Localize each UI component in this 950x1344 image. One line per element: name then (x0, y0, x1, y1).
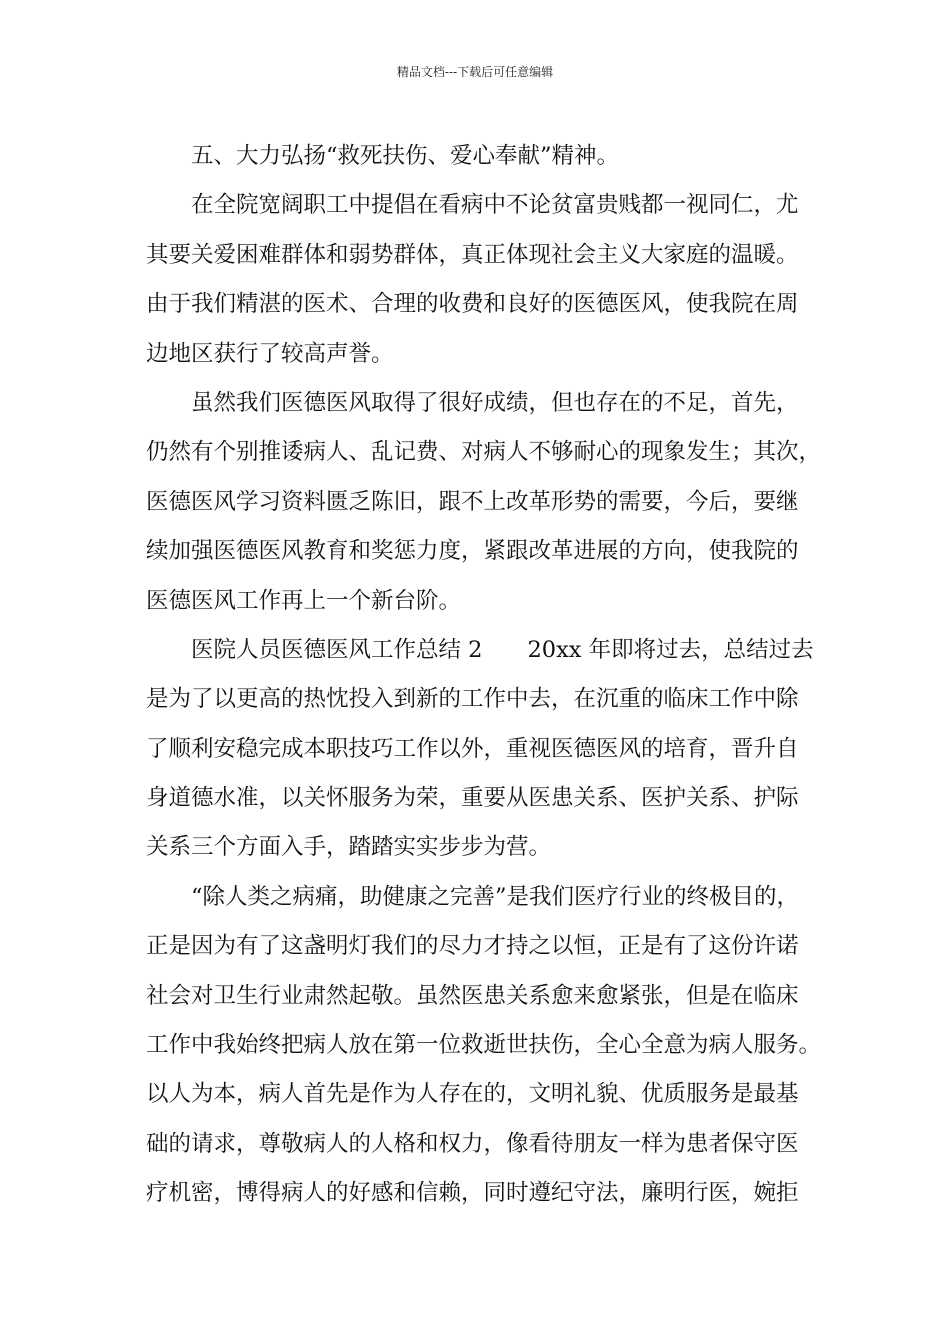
text-line: 五、大力弘扬“救死扶伤、爱心奉献”精神。 (191, 143, 620, 169)
text-line: 工作中我始终把病人放在第一位救逝世扶伤，全心全意为病人服务。 (146, 1032, 822, 1059)
text-line: 由于我们精湛的医术、合理的收费和良好的医德医风，使我院在周 (146, 291, 799, 318)
text-line: 其要关爱困难群体和弱势群体，真正体现社会主义大家庭的温暖。 (146, 241, 799, 268)
text-line: 疗机密，博得病人的好感和信赖，同时遵纪守法，廉明行医，婉拒 (146, 1180, 799, 1207)
text-line: 医德医风工作再上一个新台阶。 (146, 587, 462, 614)
text-line: 关系三个方面入手，踏踏实实步步为营。 (146, 834, 552, 861)
text-line: 续加强医德医风教育和奖惩力度，紧跟改革进展的方向，使我院的 (146, 538, 799, 565)
text-line: 医德医风学习资料匮乏陈旧，跟不上改革形势的需要，今后，要继 (146, 488, 799, 515)
text-line: 了顺利安稳完成本职技巧工作以外，重视医德医风的培育，晋升自 (146, 735, 799, 762)
text-line: 社会对卫生行业肃然起敬。虽然医患关系愈来愈紧张，但是在临床 (146, 982, 799, 1009)
text-line: 正是因为有了这盏明灯我们的尽力才持之以恒，正是有了这份许诺 (146, 933, 799, 960)
text-line: 虽然我们医德医风取得了很好成绩，但也存在的不足，首先， (191, 389, 799, 416)
document-body (146, 132, 836, 1219)
text-line: 以人为本，病人首先是作为人存在的，文明礼貌、优质服务是最基 (146, 1081, 799, 1108)
text-line: 边地区获行了较高声誉。 (146, 340, 394, 367)
text-line: 身道德水准，以关怀服务为荣，重要从医患关系、医护关系、护际 (146, 785, 799, 812)
text-line: 在全院宽阔职工中提倡在看病中不论贫富贵贱都一视同仁，尤 (191, 192, 799, 219)
text-line: 仍然有个别推诿病人、乱记费、对病人不够耐心的现象发生；其次， (146, 439, 822, 466)
page-header: 精品文档---下载后可任意编辑 (396, 65, 554, 79)
text-line: 是为了以更高的热忱投入到新的工作中去，在沉重的临床工作中除 (146, 686, 799, 713)
text-line: “除人类之病痛，助健康之完善”是我们医疗行业的终极目的， (191, 883, 800, 910)
text-line: 础的请求，尊敬病人的人格和权力，像看待朋友一样为患者保守医 (146, 1130, 799, 1157)
text-line: 医院人员医德医风工作总结 2 20xx 年即将过去，总结过去 (191, 636, 814, 663)
